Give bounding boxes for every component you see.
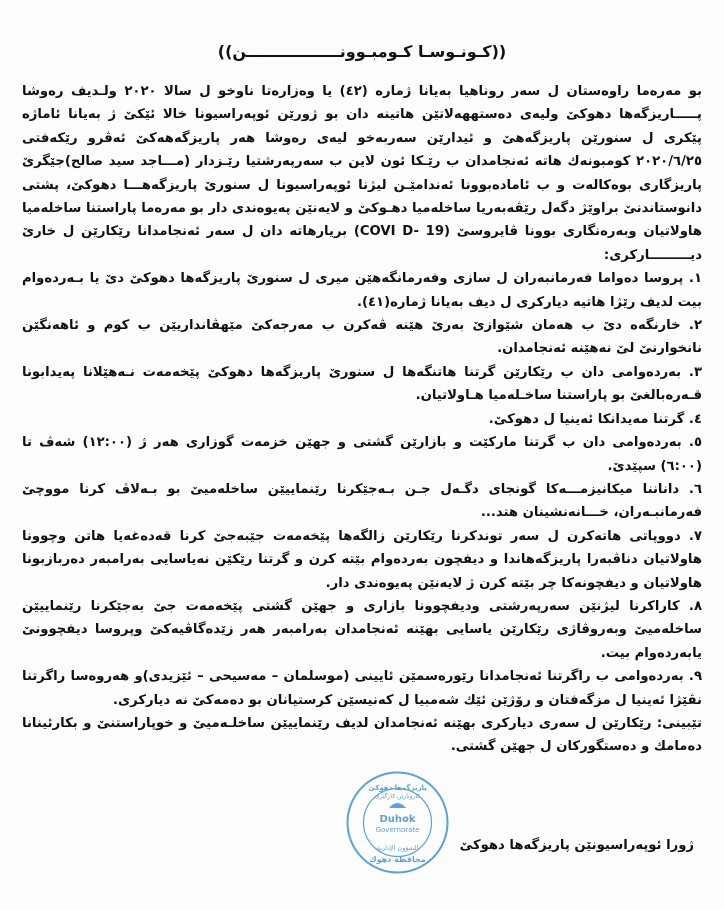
list-item-7: ٧. دووپاتی هاتەكرن ل سەر توندكرنا رێكارێن زالگەها پێخەمەت جێبەجێ كرنا قەدەغەیا هاتن وچوونا هاولاتیان دناڤبەرا پاریزگەهاندا و دیفچون بەردەوام بێتە كرن و گرتنا رێكێن نەیاسایی بەرامبەر دەربازبونا هاولاتیان و دیفچونەكا چر بێتە كرن ژ لایەنێن پەیوەندی دار. xyxy=(22,528,702,591)
signature-line: ژورا ئوپەراسیونێن پاریزگەها دهوكێ xyxy=(459,838,694,853)
stamp-top-text: پاریزگەها دهوكێ xyxy=(368,784,427,792)
document-heading: ((كـونـوسـا كـومبـوونـــــــــــــــــن)) xyxy=(217,42,507,61)
list-item-6: ٦. داناننا میكانیزمـــەكا گونجای دگـەل جـن بـەجێكرنا رێنماییێن ساخلەمیێ بو بـەلاڤ كرنا مووچێ فەرمانبـەران، خـــانەنشینان هتد... xyxy=(22,481,702,521)
list-item-3: ٣. بەردەوامی دان ب رێكارێن گرتنا هاتنگەها ل سنورێ پاریزگەها دهوكێ پێخەمەت نـەهێلانا پەیدابونا قـەرەبالغێ بو پاراستنا ساخـلەمیا هـاولاتیان. xyxy=(22,364,702,404)
list-item-5: ٥. بەردەوامی دان ب گرتنا ماركێت و بازارێن گشتی و جهێن خزمەت گوزاری هەر ژ (١٢:٠٠) شەڤ تا (٦:٠٠) سپێدێ. xyxy=(22,435,702,474)
stamp-ar-bottom: محافظة دهوك xyxy=(369,855,426,864)
list-item-1: ١. پروسا دەواما فەرمانبەران ل سازی وفەرمانگەهێن میری ل سنورێ پاریزگەها دهوكێ دێ یا بـەردەوام بیت لدیف رێژا هاتیە دیاركری ل دیف بەیانا ژمارە(٤١). xyxy=(22,271,702,310)
list-item-8: ٨. كاراكرنا لیژنێن سەرپەرشتی ودیفچوونا بازاری و جهێن گشتی پێخەمەت جێ بەجێكرنا رێنماییێن ساخلەمیێ وبەروڤاژی رێكارێن یاسایی بهێنە ئەنجامدان بەرامبەر هەر زێدەگاڤیەكێ وپروسا دیفچوونێ یابەردەوام بیت. xyxy=(22,598,702,661)
list-item-4: ٤. گرتنا مەیدانكا ئەینیا ل دهوكێ. xyxy=(488,411,702,427)
stamp-ar-top: الشؤون الإدارية xyxy=(376,844,419,852)
intro-paragraph: بو مەرەما راوەستان ل سەر روناهیا بەیانا ژمارە (٤٢) یا وەزارەتا ناوخو ل سالا ٢٠٢٠ ولـدیف رەوشا پـــــاریزگەها دهوكێ ولیەی دەستههەلاتێن هاتینە دان بو ژورێن ئوپەراسیونا خالا ئێكێ ژ بەیانا ئاماژە پێكری ل سنورێن پاریزگەهێ و ئیدارێن سەربەخو لیەی رەوشا هەر پاریزگەهەكێ ئەڤرو رێكەفتی ٢٠٢٠/٦/٢٥ كومبونەك هاتە ئەنجامدان ب رێـكا ئون لاین ب سەرپەرشتیا رێـزدار (مـــاجد سید صالح)جێگرێ پاریزگاری بوەكالەت و ب ئامادەبوونا ئەندامێـن لیژنا ئوپەراسیونا ل سنورێ پاریزگەهـــا دهوكێ، پشتی دانوستاندنێ براوێژ دگەل رێڤەبەریا ساخلەمیا دهـوكێ و لایەنێن پەیوەندی دار بو مەرەما پاراستنا ساخلەمیا هاولاتیان وبەرەنگاری بوونا ڤایروسێ (COVI D- 19) بریارهاتە دان ل سەر ئەنجامدانا رێكارێن ل خارێ دیـــــــــاركری: xyxy=(22,84,702,263)
governorate-stamp xyxy=(345,770,450,875)
stamp-gov-en: Governorate xyxy=(375,826,420,834)
stamp-sub-text: كاروبارێن كارگێری xyxy=(374,793,421,800)
stamp-emblem-icon xyxy=(389,803,406,808)
stamp-name-en: Duhok xyxy=(379,814,416,825)
document-body xyxy=(22,80,702,759)
list-item-2: ٢. خارنگەه دێ ب هەمان شێوازێ بەرێ هێنە ڤەكرن ب مەرجەكێ مێهڤانداریێن ب كوم و ئاهەنگێن نانخوارنێ لێ نەهێنە ئەنجامدان. xyxy=(22,318,702,357)
note-paragraph: تێبینی: رێكارێن ل سەری دیاركری بهێنە ئەنجامدان لدیف رێنماییێن ساخلـەمیێ و خوپاراستنێ و بكارئینانا دەمامك و دەستگوركان ل جهێن گشتی. xyxy=(22,715,702,755)
list-item-9: ٩. بەردەوامی ب راگرتنا ئەنجامدانا رێورەسمێن ئایینی (موسلمان – مەسیحی – ئێزیدی)و هەروەسا راگرتنا نڤێژا ئەینیا ل مزگەفتان و رۆژێن ئێك شەمبیا ل كەنیسێن كرستیانان بو دەمەكێ نە دیاركری. xyxy=(22,669,702,708)
